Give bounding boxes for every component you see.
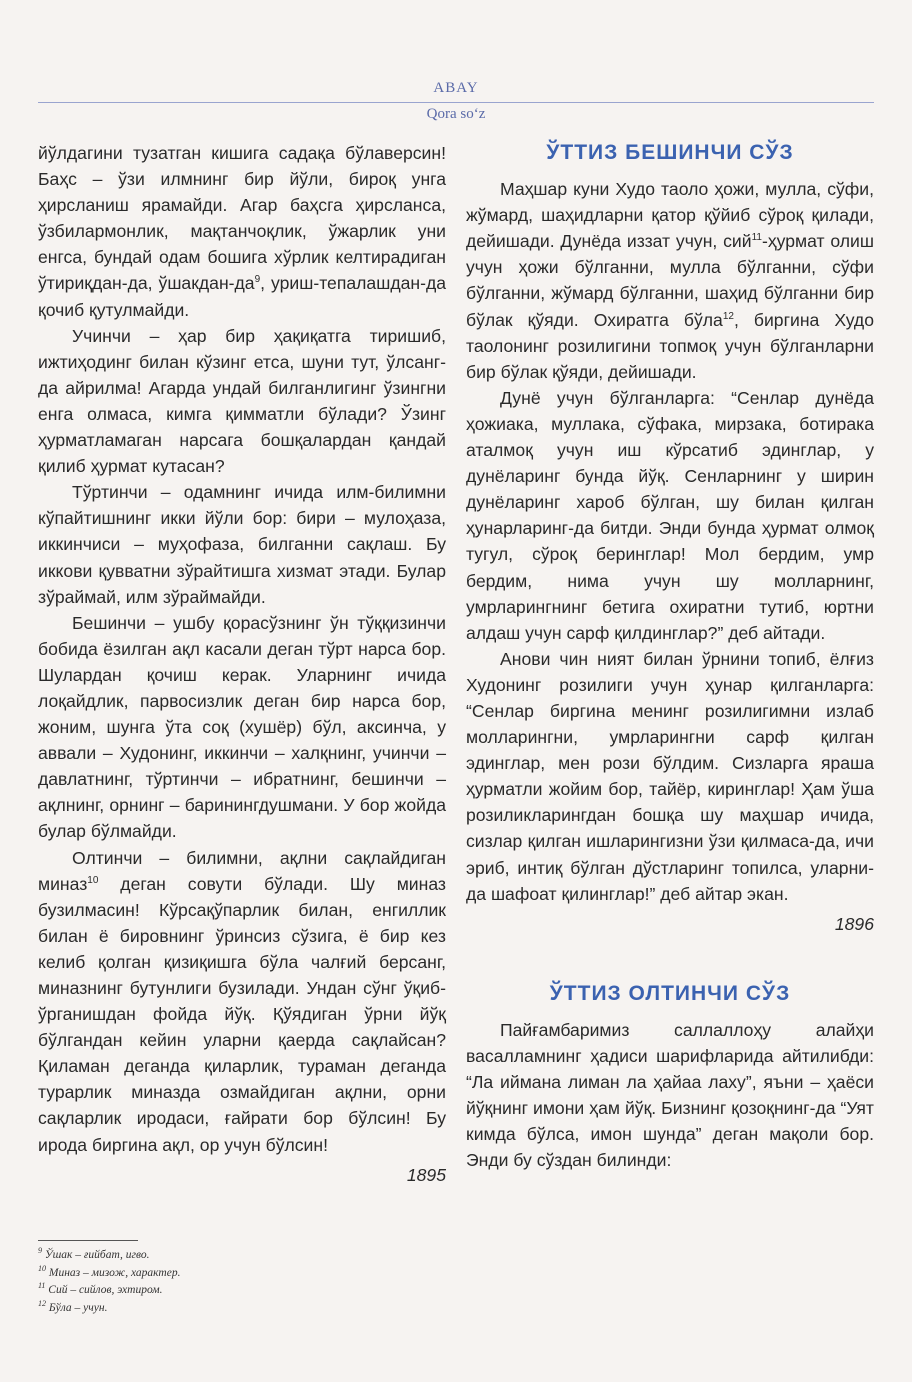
footnote-ref: 10 — [87, 874, 99, 886]
date-year: 1895 — [406, 1164, 446, 1185]
chapter-heading: ЎТТИЗ БЕШИНЧИ СЎЗ — [546, 141, 794, 164]
footnote-ref: 12 — [722, 310, 734, 322]
running-head-author: ABAY — [433, 80, 479, 96]
paragraph: Учинчи – ҳар бир ҳақиқатга тиришиб, ижтиҳодинг билан кўзинг етса, шуни тут, ўлсанг-да айрилма! Агарда ундай билганлигинг ўзингни енга олмаса, кимга қимматли бўлади? Ўзинг ҳурматламаган нарсага бошқалардан қандай қилиб ҳурмат кутасан? — [38, 325, 446, 477]
date-year: 1896 — [834, 913, 874, 934]
paragraph: Тўртинчи – одамнинг ичида илм-билимни кўпайтишнинг икки йўли бор: бири – мулоҳаза, иккинчиси – муҳофаза, билганни сақлаш. Бу иккови қувватни зўрайтишга хизмат этади. Булар зўраймай, илм зўраймайди. — [38, 482, 446, 607]
right-column — [466, 140, 874, 1173]
left-column — [38, 140, 446, 1188]
footnote-divider — [38, 1240, 138, 1241]
footnote: $^{11}$ Сий – сийлов, эхтиром. — [38, 1281, 163, 1296]
header-divider — [38, 102, 874, 103]
paragraph: Олтинчи – билимни, ақлни сақлайдиган миназ$^{10}$ деган совути бўлади. Шу миназ бузилмасин! Кўрсақўпарлик билан, енгиллик билан ё бировнинг ўринсиз сўзига, ё бир кез келиб қолган қизиқишга бўла чалғий берсанг, миназнинг бутунлиги бузилади. Ундан сўнг ўқиб-ўрганишдан фойда йўқ. Қўядиган ўрни йўқ бўлгандан кейин уларни қаерда сақлайсан? Қиламан деганда қиларлик, тураман деганда турарлик миназда озмайдиган ақлни, орни сақларлик иродаси, ғайрати бор бўлсин! Бу ирода биргина ақл, ор учун бўлсин! — [38, 847, 446, 1155]
paragraph: Анови чин ният билан ўрнини топиб, ёлғиз Худонинг розилиги учун ҳунар қилганларга: “Сенлар биргина менинг розилигимни излаб молларингни, умрларингни сарф қилган эдинглар, мен рози бўлдим. Сизларга яраша ҳурматли жойим бор, тайёр, киринглар! Ҳам ўша розиликларингдан бошқа шу маҳшар ичида, сизлар қилган ишларингизни ўзи қилмаса-да, ичи эриб, интиқ бўлган дўстларинг топилса, уларни-да шафоат қилинглар!” деб айтар экан. — [466, 648, 874, 904]
paragraph: Дунё учун бўлганларга: “Сенлар дунёда ҳожиака, муллака, сўфака, мирзака, ботирака аталмоқ учун иш кўрсатиб эдинглар, у дунёларинг бунда йўқ. Сенларнинг у ширин дунёларинг хароб бўлган, шу билан қилган ҳунарларинг-да битди. Энди бунда ҳурмат олмоқ тугул, сўроқ беринглар! Мол бердим, умр бердим, нима учун шу молларнинг, умрларингнинг бетига охиратни тутиб, юртни алдаш учун сарф қилдинглар?” деб айтади. — [466, 387, 874, 643]
chapter-heading: ЎТТИЗ ОЛТИНЧИ СЎЗ — [549, 981, 791, 1005]
footnote-ref: 9 — [254, 274, 261, 286]
footnote: $^{10}$ Миназ – мизож, характер. — [38, 1263, 181, 1279]
paragraph: йўлдагини тузатган кишига садақа бўлаверсин! Баҳс – ўзи илмнинг бир йўли, бироқ унга ҳирсланиш ярамайди. Агар баҳсга ҳирсланса, ўзбилармонлик, мақтанчоқлик, ўжарлик уни енгса, бундай одам бошига хўрлик келтирадиган ўтириқдан-да, ўшакдан-$да^9$, уриш-тепалашдан-да қочиб қутулмайди. — [38, 143, 446, 320]
running-head-subtitle: Qora so‘z — [426, 106, 486, 122]
footnotes — [38, 1247, 438, 1317]
paragraph: Маҳшар куни Худо таоло ҳожи, мулла, сўфи, жўмард, шаҳидларни қатор қўйиб сўроқ қилади, дейишади. Дунёда иззат учун, сий$^{11}$-ҳурмат олиш учун ҳожи бўлганни, мулла бўлганни, сўфи бўлганни, жўмард бўлганни, шаҳид бўлганни бир бўлак қўяди. Охиратга бўла$^{12}$, биргина Худо таолонинг розилигини топмоқ учун бўлганларни бир бўлак қўяди, дейишади. — [466, 179, 874, 382]
footnote: $^{12}$ Бўла – учун. — [38, 1298, 108, 1314]
footnote: $^9$ Ўшак – ғийбат, игво. — [38, 1246, 150, 1261]
paragraph: Бешинчи – ушбу қорасўзнинг ўн тўққизинчи бобида ёзилган ақл касали деган тўрт нарса бор. Шулардан қочиш керак. Уларнинг ичида лоқайдлик, парвосизлик деган бир нарса бор, жоним, шунга ўта соқ (хушёр) бўл, аксинча, у аввали – Худонинг, иккинчи – халқнинг, учинчи – давлатнинг, тўртинчи – ибратнинг, бешинчи – ақлнинг, орнинг – баринингдушмани. У бор жойда булар бўлмайди. — [38, 612, 446, 842]
paragraph: Пайғамбаримиз саллаллоҳу алайҳи васалламнинг ҳадиси шарифларида айтилибди: “Ла иймана лиман ла ҳайаа лаху”, яъни – ҳаёси йўқнинг имони ҳам йўқ. Бизнинг қозоқнинг-да “Уят кимда бўлса, имон шунда” деган мақоли бор. Энди бу сўздан билинди: — [466, 1019, 874, 1171]
footnote-ref: 11 — [751, 232, 762, 244]
